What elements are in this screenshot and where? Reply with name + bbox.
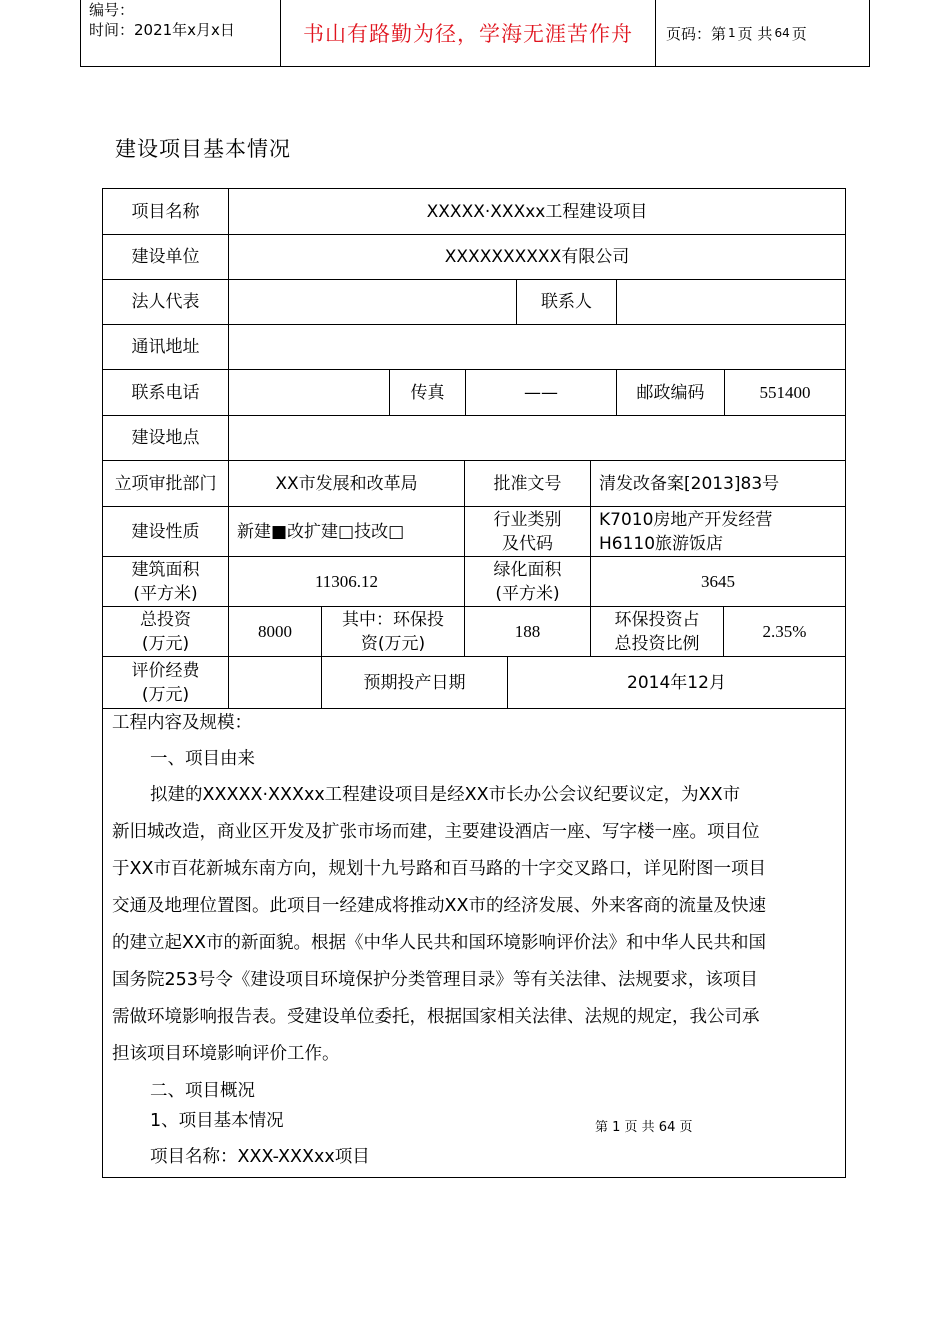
site-value (229, 416, 845, 461)
contact-value (617, 280, 845, 325)
page-mid: 页 共 (737, 24, 773, 43)
approval-dept-value: XX市发展和改革局 (229, 461, 465, 507)
paragraph-line: 交通及地理位置图。此项目一经建成将推动XX市的经济发展、外来客商的流量及快速 (112, 896, 766, 916)
floor-area-label-line2: (平方米) (133, 583, 198, 604)
page-suffix: 页 (791, 24, 807, 43)
total-invest-value: 8000 (229, 607, 322, 657)
green-area-label-line1: 绿化面积 (493, 559, 562, 580)
project-content-section (103, 709, 845, 1177)
legal-rep-label: 法人代表 (103, 280, 229, 325)
paragraph-line: 国务院253号令《建设项目环境保护分类管理目录》等有关法律、法规要求，该项目 (112, 970, 758, 990)
industry-label-line1: 行业类别 (493, 509, 562, 530)
eval-fee-label (103, 657, 229, 709)
env-ratio-label (591, 607, 724, 657)
env-ratio-label-line2: 总投资比例 (614, 633, 700, 654)
env-invest-label (322, 607, 465, 657)
header-page-info (656, 0, 871, 66)
eval-fee-label-line2: (万元) (141, 684, 190, 705)
total-invest-label-line1: 总投资 (140, 609, 191, 630)
page-footer: 第 1 页 共 64 页 (595, 1120, 693, 1135)
env-invest-value: 188 (465, 607, 591, 657)
env-ratio-label-line1: 环保投资占 (614, 609, 700, 630)
floor-area-label (103, 557, 229, 607)
green-area-value: 3645 (591, 557, 845, 607)
env-invest-label-line2: 资(万元) (360, 633, 426, 654)
page-prefix: 页码：第 (666, 24, 727, 43)
paragraph-line: 需做环境影响报告表。受建设单位委托，根据国家相关法律、法规的规定，我公司承 (112, 1007, 760, 1027)
phone-value (229, 370, 390, 416)
fax-label: 传真 (390, 370, 466, 416)
floor-area-value: 11306.12 (229, 557, 465, 607)
nature-label: 建设性质 (103, 507, 229, 557)
subsection-basic-info: 1、项目基本情况 (150, 1111, 284, 1131)
address-label: 通讯地址 (103, 325, 229, 370)
legal-rep-value (229, 280, 517, 325)
page-total: 64 (774, 26, 790, 40)
project-name-label: 项目名称 (103, 189, 229, 235)
builder-label: 建设单位 (103, 235, 229, 280)
nature-value: 新建■改扩建□技改□ (229, 507, 465, 557)
paragraph-line: 的建立起XX市的新面貌。根据《中华人民共和国环境影响评价法》和中华人民共和国 (112, 933, 766, 953)
industry-label (465, 507, 591, 557)
prod-date-label: 预期投产日期 (322, 657, 508, 709)
fax-value: —— (466, 370, 617, 416)
page-header (80, 0, 870, 67)
contact-label: 联系人 (517, 280, 617, 325)
paragraph-line: 新旧城改造，商业区开发及扩张市场而建，主要建设酒店一座、写字楼一座。项目位 (112, 822, 760, 842)
paragraph-line: 担该项目环境影响评价工作。 (112, 1044, 340, 1064)
project-name-value: XXXXX·XXXxx工程建设项目 (229, 189, 845, 235)
floor-area-label-line1: 建筑面积 (131, 559, 200, 580)
green-area-label (465, 557, 591, 607)
project-info-table (102, 188, 846, 1178)
approval-no-label: 批准文号 (465, 461, 591, 507)
eval-fee-value (229, 657, 322, 709)
header-meta (81, 0, 281, 66)
page-current: 1 (728, 26, 736, 40)
builder-value: XXXXXXXXXX有限公司 (229, 235, 845, 280)
approval-dept-label: 立项审批部门 (103, 461, 229, 507)
subsection-origin: 一、项目由来 (150, 749, 255, 769)
total-invest-label (103, 607, 229, 657)
env-ratio-value: 2.35% (724, 607, 845, 657)
green-area-label-line2: (平方米) (495, 583, 560, 604)
time-label: 时间：2021年x月x日 (89, 21, 235, 39)
doc-title: 建设项目基本情况 (115, 137, 291, 161)
prod-date-value: 2014年12月 (508, 657, 845, 709)
site-label: 建设地点 (103, 416, 229, 461)
project-name-line: 项目名称：XXX-XXXxx项目 (150, 1147, 370, 1167)
phone-label: 联系电话 (103, 370, 229, 416)
subsection-overview: 二、项目概况 (150, 1081, 255, 1101)
paragraph-line: 于XX市百花新城东南方向，规划十九号路和百马路的十字交叉路口，详见附图一项目 (112, 859, 766, 879)
header-motto: 书山有路勤为径，学海无涯苦作舟 (281, 0, 656, 66)
section-heading: 工程内容及规模： (112, 713, 252, 733)
postcode-label: 邮政编码 (617, 370, 725, 416)
env-invest-label-line1: 其中：环保投 (342, 609, 444, 630)
address-value (229, 325, 845, 370)
paragraph-line: 拟建的XXXXX·XXXxx工程建设项目是经XX市长办公会议纪要议定，为XX市 (150, 785, 741, 805)
eval-fee-label-line1: 评价经费 (131, 660, 200, 681)
industry-label-line2: 及代码 (502, 533, 553, 554)
industry-value-line2: H6110旅游饭店 (599, 533, 724, 554)
industry-value (591, 507, 845, 557)
number-label: 编号： (89, 1, 135, 19)
approval-no-value: 清发改备案[2013]83号 (591, 461, 845, 507)
industry-value-line1: K7010房地产开发经营 (599, 509, 773, 530)
total-invest-label-line2: (万元) (141, 633, 190, 654)
postcode-value: 551400 (725, 370, 845, 416)
